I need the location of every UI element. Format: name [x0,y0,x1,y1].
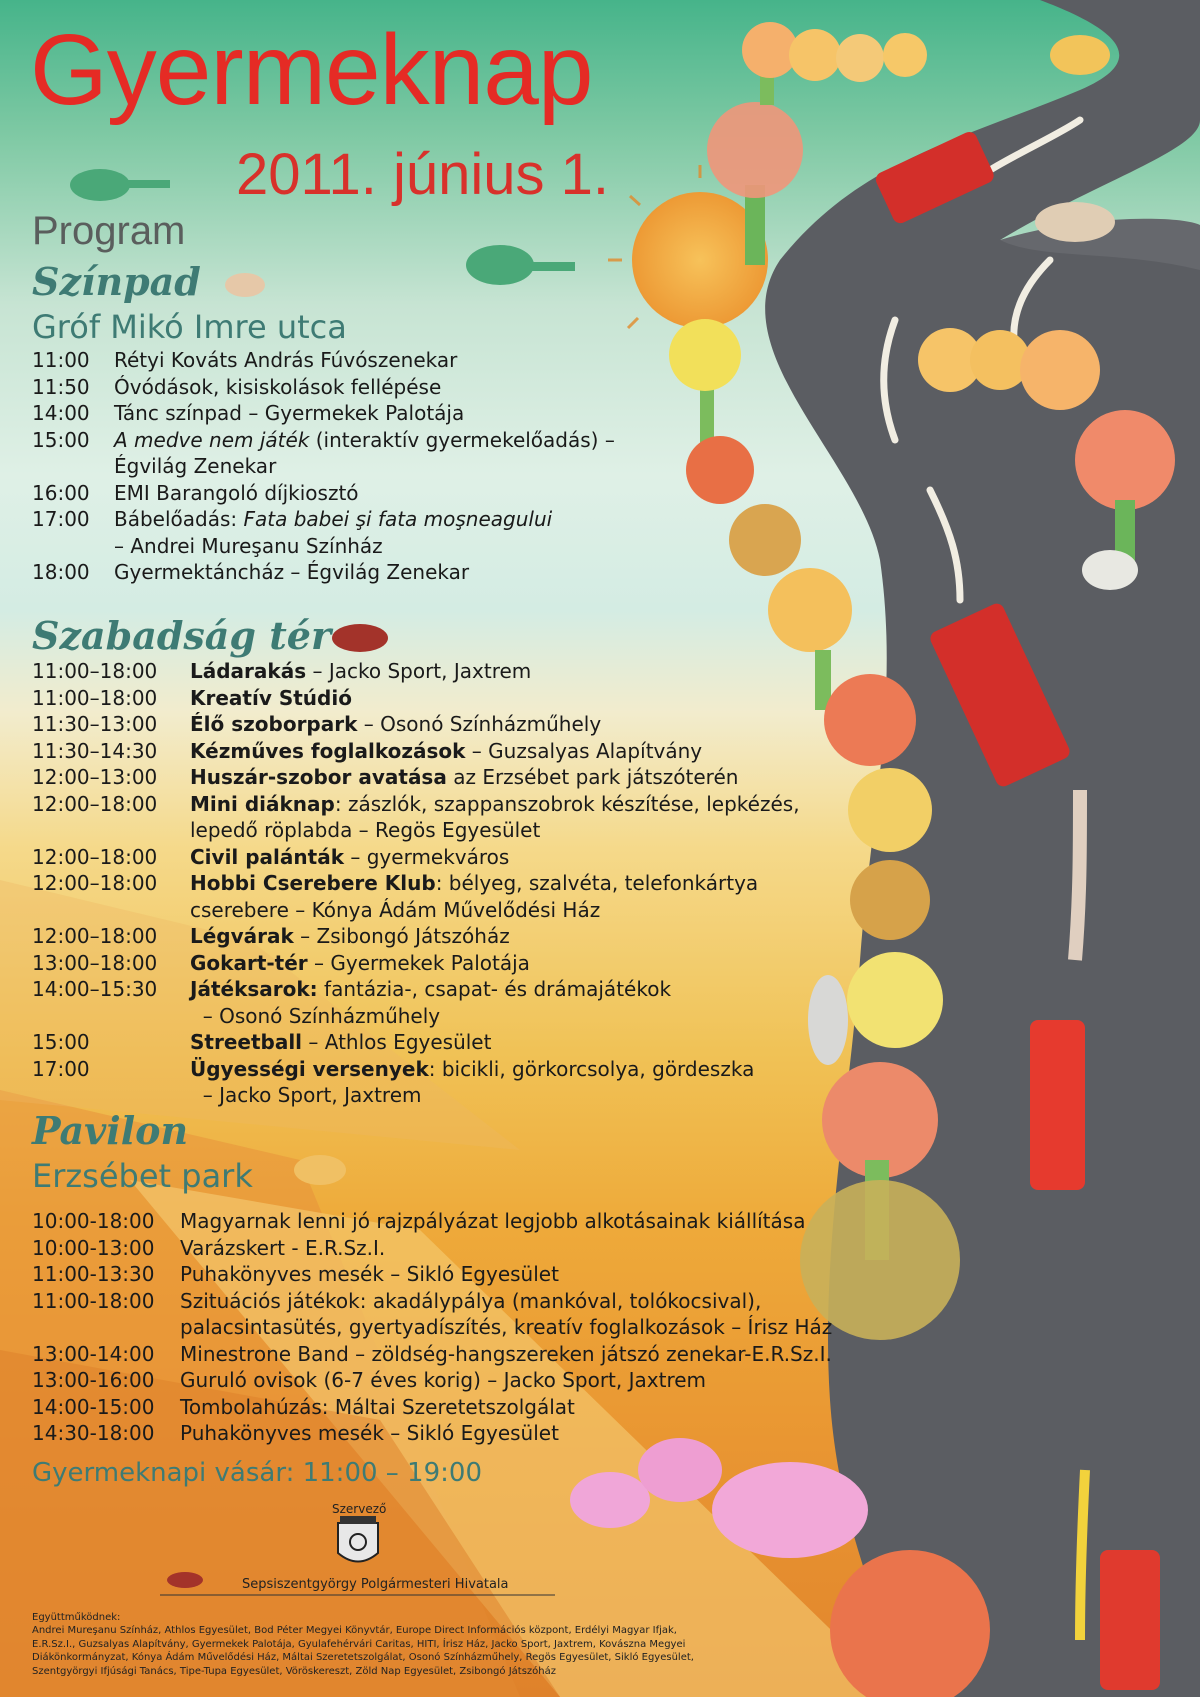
schedule-row [32,764,822,791]
event-name: Mini diáknap [190,791,335,816]
page-title: Gyermeknap [30,14,593,126]
event-description [114,427,615,454]
partners-label: Együttműködnek: [32,1612,121,1623]
event-description [190,976,671,1003]
event-description [114,559,469,586]
event-continuation: – Andrei Mureşanu Színház [114,533,383,558]
event-title: A medve nem játék [114,427,310,452]
event-continuation: cserebere – Kónya Ádám Művelődési Ház [190,897,601,922]
event-name: Gokart-tér [190,950,308,975]
event-time: 12:00–13:00 [32,765,158,789]
event-description [114,400,464,427]
event-time: 11:00–18:00 [32,685,158,710]
schedule-row [32,1420,832,1447]
event-text: – gyermekváros [344,844,510,869]
event-time: 11:30–13:00 [32,712,158,736]
schedule-row [32,1261,832,1288]
szabadsag-heading: Szabadság tér [32,613,331,658]
event-description [180,1394,575,1421]
event-description [180,1261,559,1288]
event-continuation: Égvilág Zenekar [114,454,277,478]
event-name: Élő szoborpark [190,712,358,736]
event-text: Rétyi Kováts András Fúvószenekar [114,348,458,372]
event-description [190,711,601,738]
schedule-row [32,1029,822,1056]
event-text: – Gyermekek Palotája [307,950,530,975]
szinpad-heading: Színpad [32,259,201,304]
schedule-row [32,950,822,977]
schedule-row [32,400,692,427]
event-time: 12:00–18:00 [32,791,158,816]
event-time: 14:30-18:00 [32,1421,155,1445]
event-text: Tánc színpad – Gyermekek Palotája [114,401,465,425]
schedule-row [32,1341,832,1368]
event-time: 11:00-13:30 [32,1262,155,1286]
event-title: Fata babei şi fata moşneagului [243,507,553,531]
event-time: 14:00-15:00 [32,1394,155,1419]
event-continuation: – Jacko Sport, Jaxtrem [190,1083,422,1107]
schedule-row [32,427,692,454]
schedule-row [32,1056,822,1083]
event-prefix: Bábelőadás: [114,507,244,531]
event-description [190,950,530,977]
event-description [190,1056,754,1083]
schedule-row [32,347,692,374]
event-text: Puhakönyves mesék – Sikló Egyesület [180,1262,559,1286]
event-text: : bélyeg, szalvéta, telefonkártya [435,871,759,895]
event-text: EMI Barangoló díjkiosztó [114,480,359,505]
event-description [190,791,800,818]
event-text: – Athlos Egyesület [302,1030,492,1054]
event-description [114,506,552,533]
event-description [180,1420,559,1447]
event-text: – Osonó Színházműhely [357,712,602,736]
event-description [180,1208,805,1235]
schedule-row [32,738,822,765]
event-time: 18:00 [32,560,90,584]
event-description [180,1341,832,1368]
event-time: 11:30–14:30 [32,738,158,763]
event-name: Játéksarok: [190,977,318,1001]
event-description [180,1235,385,1262]
event-time: 13:00–18:00 [32,950,158,975]
schedule-row [32,976,822,1003]
event-time: 11:00-18:00 [32,1288,155,1313]
event-text: Magyarnak lenni jó rajzpályázat legjobb alkotásainak kiállítása [180,1209,806,1233]
event-name: Civil palánták [190,844,345,869]
organizer-name: Sepsiszentgyörgy Polgármesteri Hivatala [242,1577,509,1592]
event-continuation: lepedő röplabda – Regös Egyesület [190,818,541,842]
event-time: 10:00-13:00 [32,1235,155,1260]
event-description [114,480,359,507]
event-continuation: – Osonó Színházműhely [190,1003,441,1028]
event-text: (interaktív gyermekelőadás) – [315,427,615,452]
event-text: : zászlók, szappanszobrok készítése, lepkézés, [334,791,800,816]
event-text: Varázskert - E.R.Sz.I. [180,1235,386,1260]
event-time: 14:00–15:30 [32,977,158,1001]
partners-list: Andrei Mureşanu Színház, Athlos Egyesület, Bod Péter Megyei Könyvtár, Europe Direct Információs központ, Erdélyi Magyar Ifjak, E.R.Sz.I., Guzsalyas Alapítvány, Gyermekek Palotája, Gyulafehérvári Caritas, HITI, Írisz Ház, Jacko Sport, Jaxtrem, Kovászna Megyei Diákönkormányzat, Kónya Ádám Művelődési Ház, Máltai Szeretetszolgálat, Osonó Színházműhely, Regös Egyesület, Sikló Egyesület, Szentgyörgyi Ifjúsági Tanács, Tipe-Tupa Egyesület, Vöröskereszt, Zöld Nap Egyesület, Zsibongó Játszóház [32,1625,694,1677]
event-time: 12:00–18:00 [32,924,158,948]
event-time: 17:00 [32,1056,90,1081]
schedule-row [32,923,822,950]
event-name: Huszár-szobor avatása [190,765,447,789]
schedule-row [32,480,692,507]
event-text: Puhakönyves mesék – Sikló Egyesület [180,1421,559,1445]
schedule-row [32,374,692,401]
pavilon-location: Erzsébet park [32,1157,253,1195]
schedule-row [32,1394,832,1421]
szinpad-location: Gróf Mikó Imre utca [32,308,347,346]
event-time: 11:00–18:00 [32,659,158,683]
event-time: 15:00 [32,1030,90,1054]
event-name: Ügyességi versenyek [190,1056,429,1081]
event-description [190,764,738,791]
event-description [180,1367,706,1394]
event-time: 17:00 [32,507,90,531]
event-text: Gyermektáncház – Égvilág Zenekar [114,560,470,584]
event-text: fantázia-, csapat- és drámajátékok [317,977,672,1001]
event-name: Légvárak [190,924,294,948]
event-description [190,738,702,765]
event-time: 13:00-14:00 [32,1341,155,1366]
event-time: 14:00 [32,401,90,425]
schedule-row [32,711,822,738]
event-text: Óvódások, kisiskolások fellépése [114,374,442,399]
pavilon-heading: Pavilon [32,1108,189,1153]
event-text: Minestrone Band – zöldség-hangszereken játszó zenekar-E.R.Sz.I. [180,1341,832,1366]
fair-hours: Gyermeknapi vásár: 11:00 – 19:00 [32,1458,482,1488]
event-description [190,658,531,685]
event-description [190,685,352,712]
event-text: – Jacko Sport, Jaxtrem [306,659,532,683]
schedule-row [32,791,822,818]
event-time: 16:00 [32,480,90,505]
event-description [114,347,457,374]
event-continuation: palacsintasütés, gyertyadíszítés, kreatív foglalkozások – Írisz Ház [180,1315,833,1339]
event-text: az Erzsébet park játszóterén [446,765,739,789]
schedule-row [32,559,692,586]
event-description [190,923,510,950]
schedule-row [32,1208,832,1235]
event-description [180,1288,761,1315]
event-description [190,870,758,897]
event-date: 2011. június 1. [236,142,609,207]
organizer-label: Szervező [332,1502,387,1516]
event-time: 15:00 [32,427,90,452]
event-time: 11:00 [32,348,90,372]
event-time: 12:00–18:00 [32,871,158,895]
event-name: Ládarakás [190,659,307,683]
schedule-row [32,844,822,871]
event-time: 12:00–18:00 [32,844,158,869]
event-text: – Zsibongó Játszóház [293,924,510,948]
event-description [114,374,441,401]
event-name: Kézműves foglalkozások [190,738,466,763]
schedule-row [32,1367,832,1394]
event-text: – Guzsalyas Alapítvány [465,738,703,763]
schedule-row [32,1235,832,1262]
event-text: Tombolahúzás: Máltai Szeretetszolgálat [180,1394,575,1419]
pavilon-schedule [32,1208,832,1447]
schedule-row [32,685,822,712]
event-description [190,844,509,871]
event-text: Szituációs játékok: akadálypálya (mankóval, tolókocsival), [180,1288,762,1313]
event-description [190,1029,491,1056]
event-time: 11:50 [32,374,90,399]
schedule-row [32,506,692,533]
event-time: 10:00-18:00 [32,1209,155,1233]
szinpad-schedule [32,347,692,586]
schedule-row [32,1288,832,1315]
program-heading: Program [32,209,186,253]
event-text: Guruló ovisok (6-7 éves korig) – Jacko Sport, Jaxtrem [180,1368,707,1392]
schedule-row [32,870,822,897]
szabadsag-schedule [32,658,822,1109]
event-text: : bicikli, görkorcsolya, gördeszka [428,1056,755,1081]
event-time: 13:00-16:00 [32,1368,155,1392]
event-name: Streetball [190,1030,303,1054]
event-name: Kreatív Stúdió [190,685,352,710]
schedule-row [32,658,822,685]
event-name: Hobbi Cserebere Klub [190,871,436,895]
